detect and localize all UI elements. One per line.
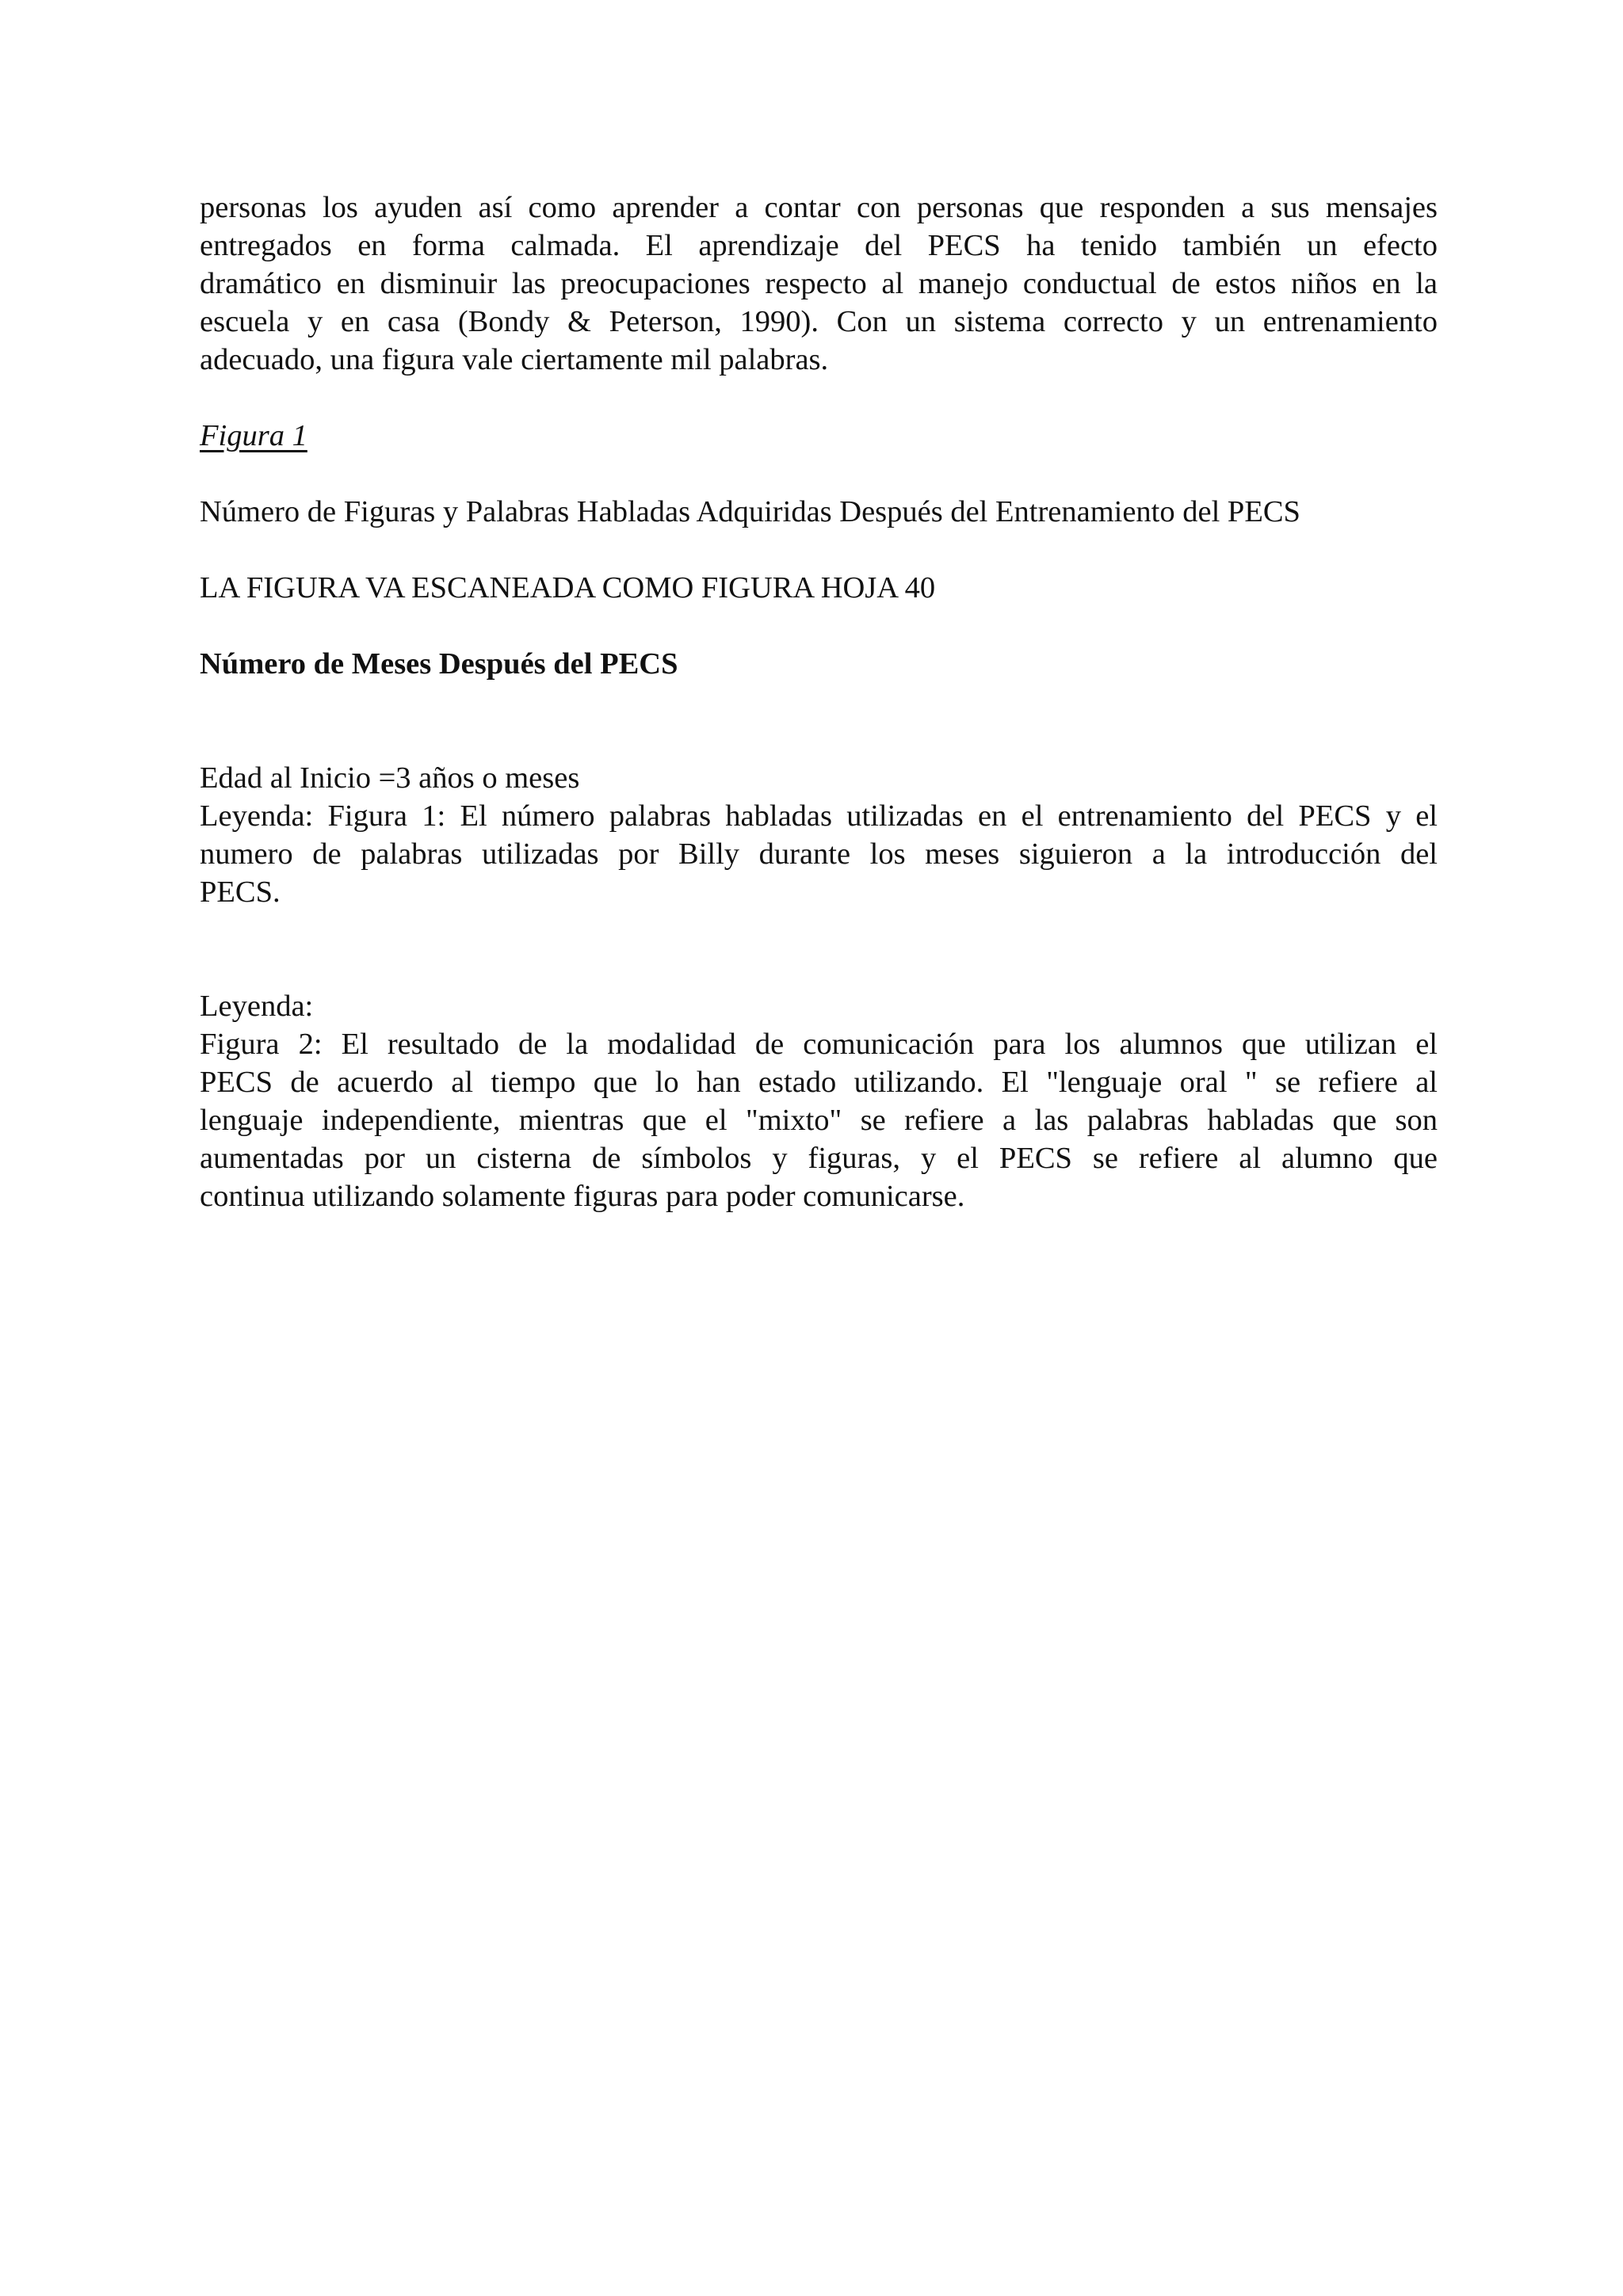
text-line: lenguaje independiente, mientras que el "mixto" se refiere a las palabras habladas que son: [200, 1104, 1438, 1137]
text-line: personas los ayuden así como aprender a contar con personas que responden a sus mensajes: [200, 191, 1438, 224]
figure2-legend: [200, 1025, 1438, 1215]
text-line: Figura 2: El resultado de la modalidad de comunicación para los alumnos que utilizan el: [200, 1028, 1438, 1061]
text-line: dramático en disminuir las preocupaciones respecto al manejo conductual de estos niños en la: [200, 267, 1438, 300]
figure2-legend-heading: Leyenda:: [200, 990, 314, 1023]
text-line: PECS de acuerdo al tiempo que lo han estado utilizando. El "lenguaje oral " se refiere al: [200, 1066, 1438, 1099]
figure1-label: Figura 1: [200, 419, 307, 452]
text-line: escuela y en casa (Bondy & Peterson, 1990). Con un sistema correcto y un entrenamiento: [200, 305, 1438, 338]
figure1-legend: [200, 797, 1438, 911]
figure1-title: Número de Figuras y Palabras Habladas Adquiridas Después del Entrenamiento del PECS: [200, 495, 1300, 528]
text-line: numero de palabras utilizadas por Billy durante los meses siguieron a la introducción del: [200, 837, 1438, 871]
text-line: continua utilizando solamente figuras para poder comunicarse.: [200, 1180, 965, 1213]
figure1-scan-note: LA FIGURA VA ESCANEADA COMO FIGURA HOJA 40: [200, 571, 936, 605]
figure1-age-note: Edad al Inicio =3 años o meses: [200, 761, 580, 795]
text-line: PECS.: [200, 875, 281, 909]
text-line: aumentadas por un cisterna de símbolos y figuras, y el PECS se refiere al alumno que: [200, 1142, 1438, 1175]
intro-paragraph: [200, 189, 1438, 379]
figure1-axis-heading: Número de Meses Después del PECS: [200, 647, 678, 681]
text-line: adecuado, una figura vale ciertamente mil palabras.: [200, 343, 829, 376]
document-page: [200, 189, 1438, 1215]
text-line: entregados en forma calmada. El aprendizaje del PECS ha tenido también un efecto: [200, 229, 1438, 262]
text-line: Leyenda: Figura 1: El número palabras habladas utilizadas en el entrenamiento del PECS y el: [200, 799, 1438, 833]
